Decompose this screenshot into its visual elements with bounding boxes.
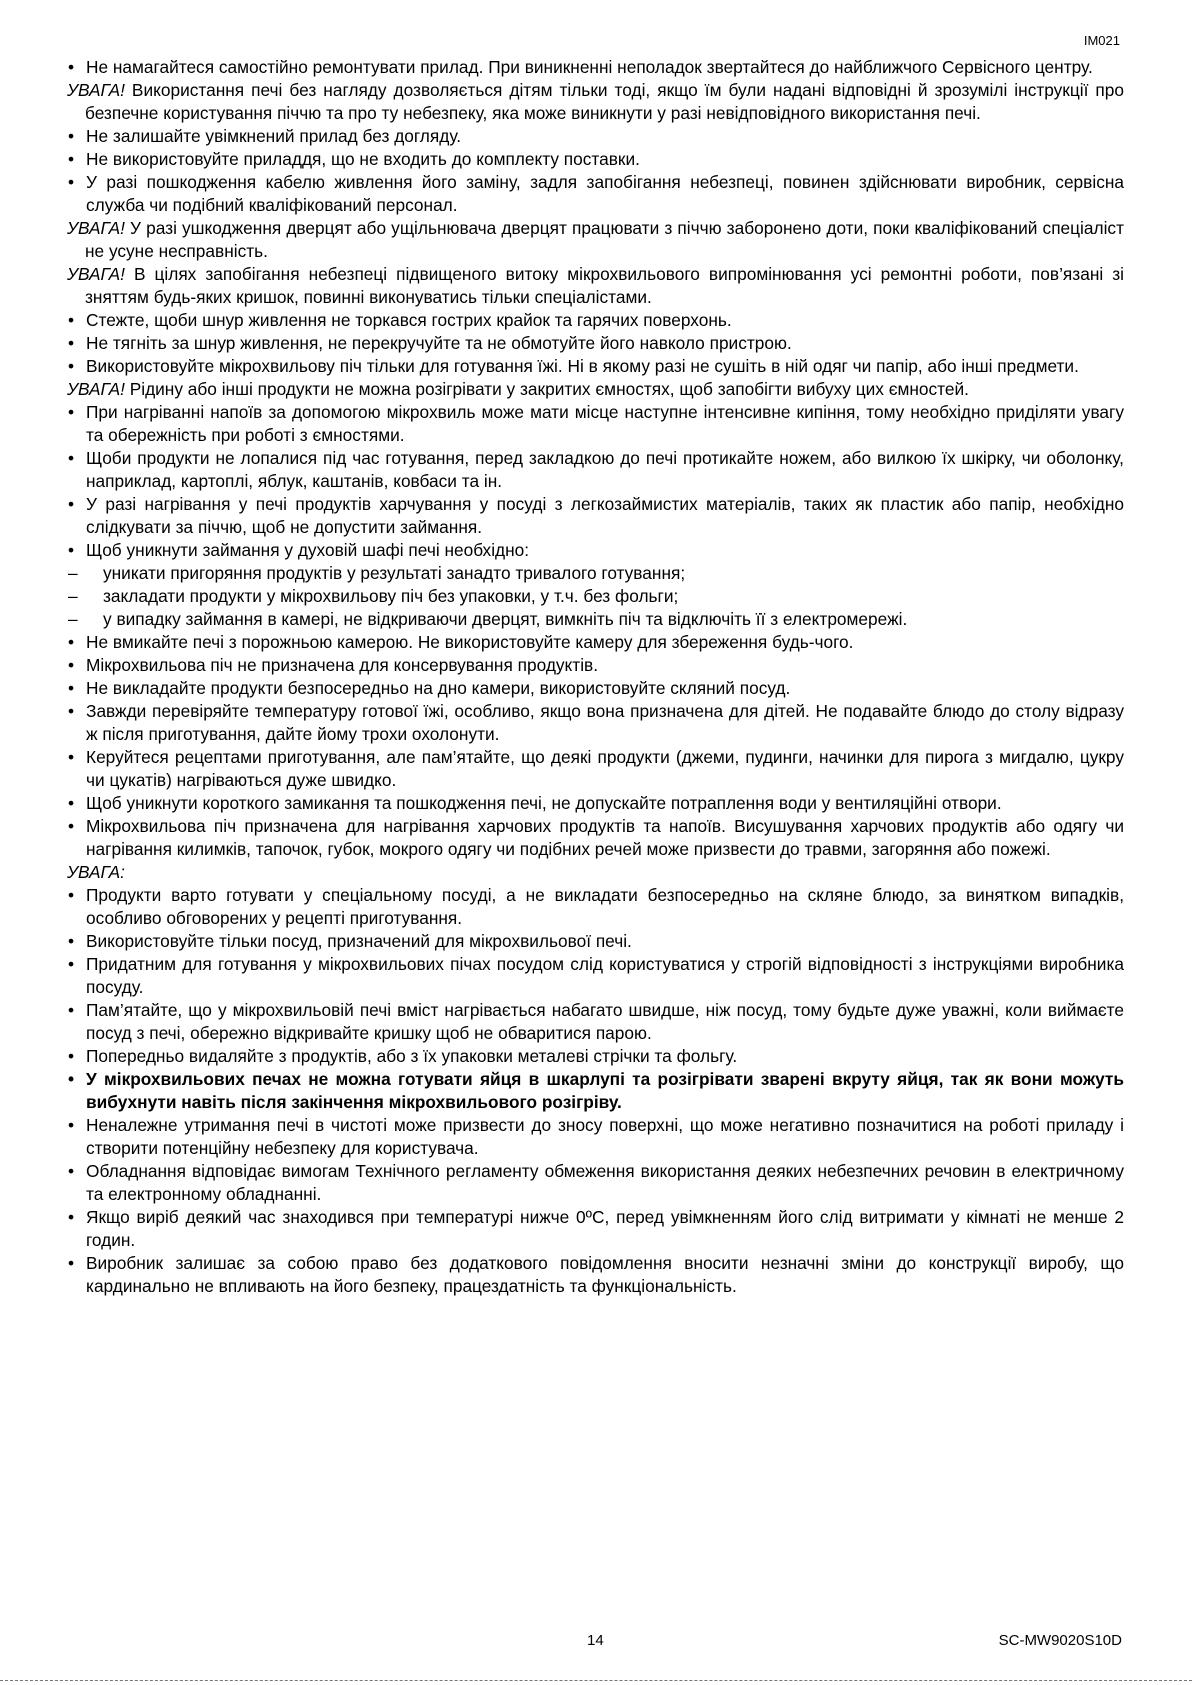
warning-paragraph [67,263,1124,309]
bullet-item: • Завжди перевіряйте температуру готової їжі, особливо, якщо вона призначена для дітей. Не подавайте блюдо до столу відразу ж після приготування, дайте йому трохи охолонути. [67,700,1124,746]
bullet-item: • Попередньо видаляйте з продуктів, або з їх упаковки металеві стрічки та фольгу. [67,1045,1124,1068]
bullet-item: • У разі пошкодження кабелю живлення його заміну, задля запобігання небезпеці, повинен здійснювати виробник, сервісна служба чи подібний кваліфікований персонал. [67,171,1124,217]
bullet-item: • Не тягніть за шнур живлення, не перекручуйте та не обмотуйте його навколо пристрою. [67,332,1124,355]
instructions-text [67,56,1124,1298]
bullet-item: • Мікрохвильова піч не призначена для консервування продуктів. [67,654,1124,677]
bullet-item: • Не намагайтеся самостійно ремонтувати прилад. При виникненні неполадок звертайтеся до найближчого Сервісного центру. [67,56,1124,79]
bullet-item: • Стежте, щоби шнур живлення не торкався гострих крайок та гарячих поверхонь. [67,309,1124,332]
warning-text: Використання печі без нагляду дозволяється дітям тільки тоді, якщо їм були надані відповідні й зрозумілі інструкції про безпечне користування піччю та про ту небезпеку, яка може виникнути у разі невідповідного використання печі. [85,80,1124,123]
warning-paragraph [67,378,1124,401]
warning-text: Рідину або інші продукти не можна розігрівати у закритих ємностях, щоб запобігти вибуху цих ємностей. [124,379,969,399]
bullet-item: • Використовуйте тільки посуд, призначений для мікрохвильової печі. [67,930,1124,953]
bullet-item: • При нагріванні напоїв за допомогою мікрохвиль може мати місце наступне інтенсивне кипіння, тому необхідно приділяти увагу та обережність при роботі з ємностями. [67,401,1124,447]
bullet-item: • Не використовуйте приладдя, що не входить до комплекту поставки. [67,148,1124,171]
warning-paragraph [67,79,1124,125]
warning-text: У разі ушкодження дверцят або ущільнювача дверцят працювати з піччю заборонено доти, поки кваліфікований спеціаліст не усуне несправність. [85,218,1124,261]
page-bottom-rule [0,1680,1192,1681]
bullet-item: • Обладнання відповідає вимогам Технічного регламенту обмеження використання деяких небезпечних речовин в електричному та електронному обладнанні. [67,1160,1124,1206]
bullet-item: • Керуйтеся рецептами приготування, але пам’ятайте, що деякі продукти (джеми, пудинги, начинки для пирога з мигдалю, цукру чи цукатів) нагріваються дуже швидко. [67,746,1124,792]
dash-list-item: – уникати пригоряння продуктів у результаті занадто тривалого готування; [67,562,1124,585]
bullet-item: • Пам’ятайте, що у мікрохвильовій печі вміст нагрівається набагато швидше, ніж посуд, тому будьте дуже уважні, коли виймаєте посуд з печі, обережно відкривайте кришку щоб не обваритися парою. [67,999,1124,1045]
bullet-item: • Використовуйте мікрохвильову піч тільки для готування їжі. Ні в якому разі не сушіть в ній одяг чи папір, або інші предмети. [67,355,1124,378]
bullet-item: • Щоб уникнути короткого замикання та пошкодження печі, не допускайте потраплення води у вентиляційні отвори. [67,792,1124,815]
bullet-item: • Мікрохвильова піч призначена для нагрівання харчових продуктів та напоїв. Висушування харчових продуктів або одягу чи нагрівання килимків, тапочок, губок, мокрого одягу чи подібних речей може призвести до травми, загоряння або пожежі. [67,815,1124,861]
dash-list-item: – закладати продукти у мікрохвильову піч без упаковки, у т.ч. без фольги; [67,585,1124,608]
warning-paragraph [67,217,1124,263]
bullet-item: • Не вмикайте печі з порожньою камерою. Не використовуйте камеру для збереження будь-чого. [67,631,1124,654]
page-number: 14 [587,1632,604,1649]
warning-paragraph [67,861,1124,884]
warning-text: В цілях запобігання небезпеці підвищеного витоку мікрохвильового випромінювання усі ремонтні роботи, пов’язані зі зняттям будь-яких кришок, повинні виконуватись тільки спеціалістами. [85,264,1124,307]
bullet-item: • Виробник залишає за собою право без додаткового повідомлення вносити незначні зміни до конструкції виробу, що кардинально не впливають на його безпеку, працездатність та функціональність. [67,1252,1124,1298]
bullet-item: • Не викладайте продукти безпосередньо на дно камери, використовуйте скляний посуд. [67,677,1124,700]
document-code: IM021 [1083,33,1120,48]
warning-label: УВАГА! [67,379,125,399]
warning-label: УВАГА! [67,264,125,284]
bullet-item: • Придатним для готування у мікрохвильових пічах посудом слід користуватися у строгій відповідності з інструкціями виробника посуду. [67,953,1124,999]
bullet-item: • Не залишайте увімкнений прилад без догляду. [67,125,1124,148]
bullet-item: • Неналежне утримання печі в чистоті може призвести до зносу поверхні, що може негативно позначитися на роботі приладу і створити потенційну небезпеку для користувача. [67,1114,1124,1160]
dash-list-item: – у випадку займання в камері, не відкриваючи дверцят, вимкніть піч та відключіть її з електромережі. [67,608,1124,631]
warning-label: УВАГА! [67,80,125,100]
bullet-item: • Продукти варто готувати у спеціальному посуді, а не викладати безпосередньо на скляне блюдо, за винятком випадків, особливо обговорених у рецепті приготування. [67,884,1124,930]
bullet-item: • Якщо виріб деякий час знаходився при температурі нижче 0ºC, перед увімкненням його слід витримати у кімнаті не менше 2 годин. [67,1206,1124,1252]
bullet-item: • У мікрохвильових печах не можна готувати яйця в шкарлупі та розігрівати зварені вкруту яйця, так як вони можуть вибухнути навіть після закінчення мікрохвильового розігріву. [67,1068,1124,1114]
bullet-item: • Щоби продукти не лопалися під час готування, перед закладкою до печі протикайте ножем, або вилкою їх шкірку, чи оболонку, наприклад, картоплі, яблук, каштанів, ковбаси та ін. [67,447,1124,493]
bullet-item: • У разі нагрівання у печі продуктів харчування у посуді з легкозаймистих матеріалів, таких як пластик або папір, необхідно слідкувати за піччю, щоб не допустити займання. [67,493,1124,539]
warning-label: УВАГА! [67,218,125,238]
model-code: SC-MW9020S10D [998,1632,1122,1649]
bullet-item: • Щоб уникнути займання у духовій шафі печі необхідно: [67,539,1124,562]
warning-label: УВАГА: [67,862,125,882]
